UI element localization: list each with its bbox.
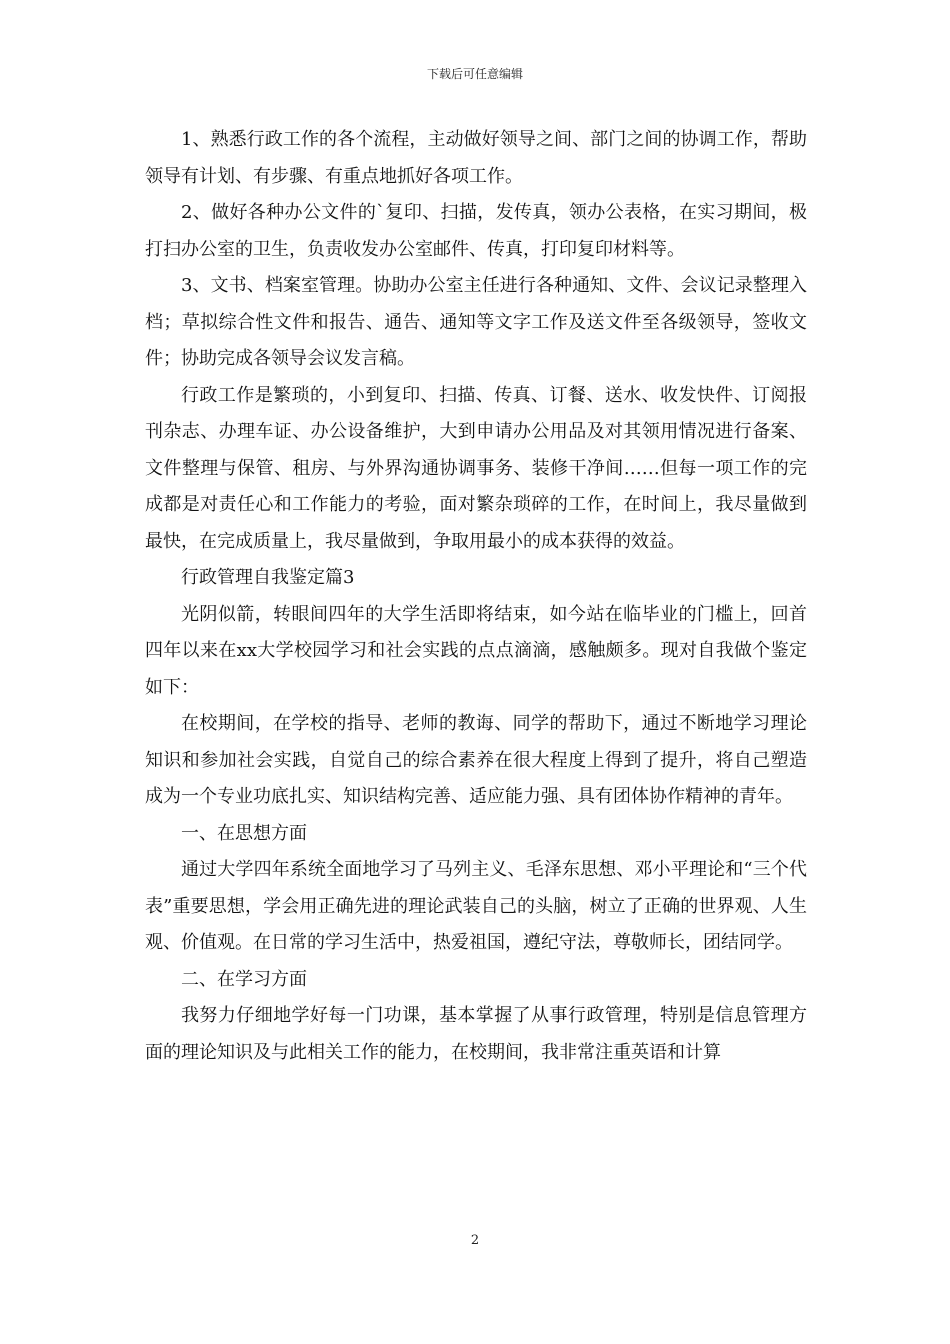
section-title-part-3: 行政管理自我鉴定篇3 xyxy=(181,567,355,588)
paragraph-duty-1: 1、熟悉行政工作的各个流程，主动做好领导之间、部门之间的协调工作，帮助领导有计划、有步骤、有重点地抓好各项工作。 xyxy=(145,129,807,187)
paragraph-intro: 光阴似箭，转眼间四年的大学生活即将结束，如今站在临毕业的门槛上，回首四年以来在xx大学校园学习和社会实践的点点滴滴，感触颇多。现对自我做个鉴定如下： xyxy=(145,603,807,698)
heading-ideology: 一、在思想方面 xyxy=(181,822,307,844)
paragraph-study: 我努力仔细地学好每一门功课，基本掌握了从事行政管理，特别是信息管理方面的理论知识及与此相关工作的能力，在校期间，我非常注重英语和计算 xyxy=(145,1005,807,1063)
paragraph-campus: 在校期间，在学校的指导、老师的教诲、同学的帮助下，通过不断地学习理论知识和参加社会实践，自觉自己的综合素养在很大程度上得到了提升，将自己塑造成为一个专业功底扎实、知识结构完善、适应能力强、具有团体协作精神的青年。 xyxy=(145,713,807,807)
page-number: 2 xyxy=(470,1233,480,1248)
paragraph-duty-2: 2、做好各种办公文件的`复印、扫描，发传真，领办公表格，在实习期间，极打扫办公室的卫生，负责收发办公室邮件、传真，打印复印材料等。 xyxy=(145,202,807,260)
paragraph-duty-3: 3、文书、档案室管理。协助办公室主任进行各种通知、文件、会议记录整理入档；草拟综合性文件和报告、通告、通知等文字工作及送文件至各级领导，签收文件；协助完成各领导会议发言稿。 xyxy=(145,275,807,369)
document-body xyxy=(145,122,807,1071)
paragraph-ideology: 通过大学四年系统全面地学习了马列主义、毛泽东思想、邓小平理论和“三个代表”重要思想，学会用正确先进的理论武装自己的头脑，树立了正确的世界观、人生观、价值观。在日常的学习生活中，热爱祖国，遵纪守法，尊敬师长，团结同学。 xyxy=(145,859,807,953)
page-header: 下载后可任意编辑 xyxy=(426,67,523,81)
heading-study: 二、在学习方面 xyxy=(181,968,307,990)
paragraph-admin-work: 行政工作是繁琐的，小到复印、扫描、传真、订餐、送水、收发快件、订阅报刊杂志、办理车证、办公设备维护，大到申请办公用品及对其领用情况进行备案、文件整理与保管、租房、与外界沟通协调事务、装修干净间……但每一项工作的完成都是对责任心和工作能力的考验，面对繁杂琐碎的工作，在时间上，我尽量做到最快，在完成质量上，我尽量做到，争取用最小的成本获得的效益。 xyxy=(145,384,807,552)
